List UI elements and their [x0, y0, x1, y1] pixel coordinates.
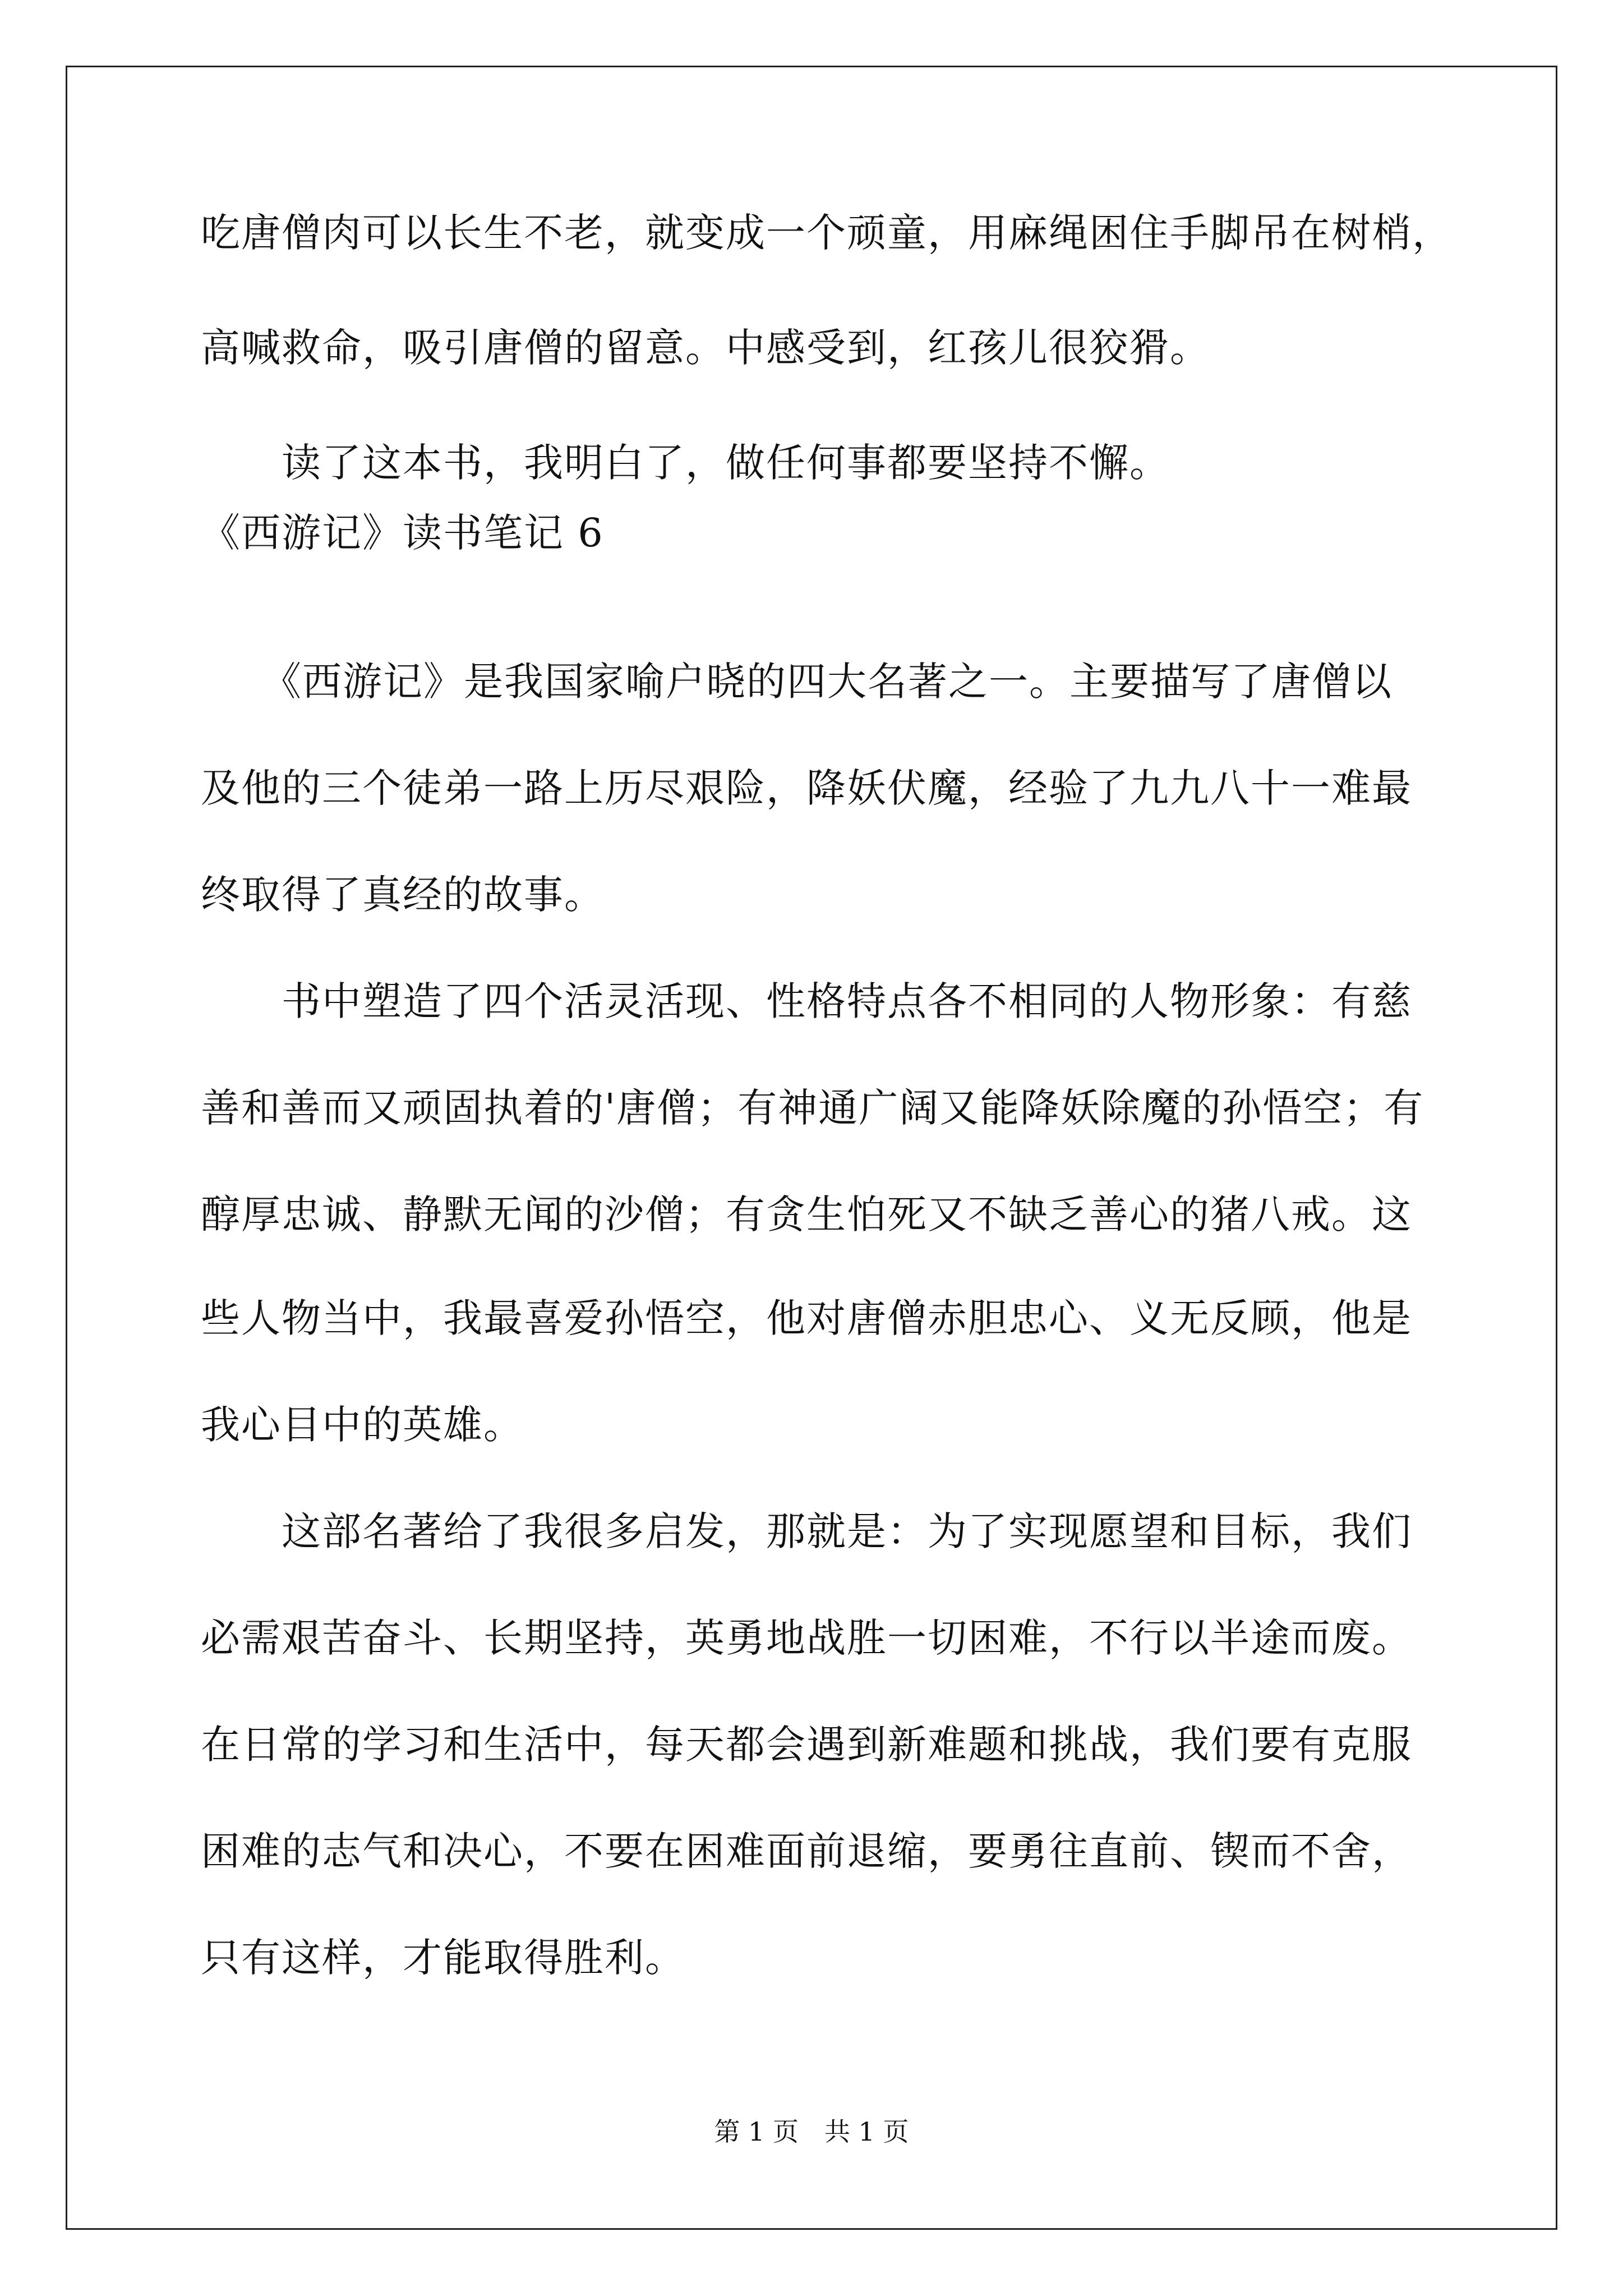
page-border	[66, 66, 1557, 2230]
section-title: 《西游记》读书笔记 6	[201, 510, 604, 556]
text-line: 这部名著给了我很多启发，那就是：为了实现愿望和目标，我们	[201, 1508, 1412, 1554]
text-line: 终取得了真经的故事。	[201, 872, 605, 918]
text-line: 书中塑造了四个活灵活现、性格特点各不相同的人物形象：有慈	[201, 978, 1412, 1024]
text-line: 在日常的学习和生活中，每天都会遇到新难题和挑战，我们要有克服	[201, 1722, 1412, 1768]
page-footer: 第 1 页 共 1 页	[714, 2116, 909, 2147]
text-line: 读了这本书，我明白了，做任何事都要坚持不懈。	[201, 440, 1170, 486]
text-line: 善和善而又顽固执着的'唐僧；有神通广阔又能降妖除魔的孙悟空；有	[201, 1085, 1424, 1131]
text-line: 高喊救命，吸引唐僧的留意。中感受到，红孩儿很狡猾。	[201, 325, 1210, 371]
text-line: 吃唐僧肉可以长生不老，就变成一个顽童，用麻绳困住手脚吊在树梢，	[201, 210, 1453, 256]
text-line: 只有这样，才能取得胜利。	[201, 1935, 685, 1981]
text-line: 醇厚忠诚、静默无闻的沙僧；有贪生怕死又不缺乏善心的猪八戒。这	[201, 1191, 1412, 1237]
text-line: 困难的志气和决心，不要在困难面前退缩，要勇往直前、锲而不舍，	[201, 1828, 1412, 1874]
text-line: 及他的三个徒弟一路上历尽艰险，降妖伏魔，经验了九九八十一难最	[201, 765, 1412, 811]
text-line: 些人物当中，我最喜爱孙悟空，他对唐僧赤胆忠心、义无反顾，他是	[201, 1295, 1412, 1341]
text-line: 我心目中的英雄。	[201, 1402, 524, 1448]
text-line: 必需艰苦奋斗、长期坚持，英勇地战胜一切困难，不行以半途而废。	[201, 1615, 1412, 1661]
text-line: 《西游记》是我国家喻户晓的四大名著之一。主要描写了唐僧以	[201, 659, 1393, 705]
